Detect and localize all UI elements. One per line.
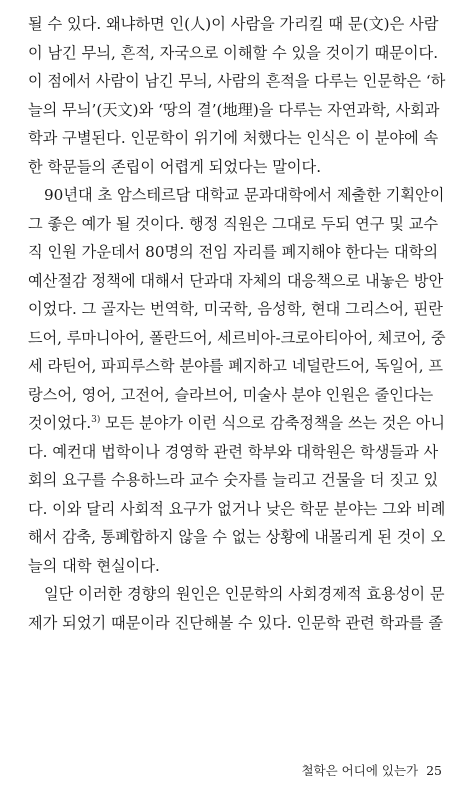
text-line: 이 남긴 무늬, 흔적, 자국으로 이해할 수 있을 것이기 때문이다. <box>28 43 439 62</box>
text-line: 드어, 루마니아어, 폴란드어, 세르비아-크로아티아어, 체코어, 중 <box>28 328 446 347</box>
text-line: 될 수 있다. 왜냐하면 인(人)이 사람을 가리킬 때 문(文)은 사람 <box>28 15 439 33</box>
text-line-with-footnote <box>28 409 446 438</box>
text-line: 학과 구별된다. 인문학이 위기에 처했다는 인식은 이 분야에 속 <box>28 129 439 147</box>
text-line: 그 좋은 예가 될 것이다. 행정 직원은 그대로 두되 연구 및 교수 <box>28 214 439 233</box>
line-start: 것이었다. <box>28 414 92 432</box>
paragraph-start-line: 일단 이러한 경향의 원인은 인문학의 사회경제적 효용성이 문 <box>44 585 445 603</box>
footnote-marker[interactable]: 3) <box>91 414 101 425</box>
line-rest: 모든 분야가 이런 식으로 감축정책을 쓰는 것은 아니 <box>100 414 445 432</box>
text-line: 한 학문들의 존립이 어렵게 되었다는 말이다. <box>28 157 322 176</box>
text-line: 예산절감 정책에 대해서 단과대 자체의 대응책으로 내놓은 방안 <box>28 271 444 290</box>
text-line: 세 라틴어, 파피루스학 분야를 폐지하고 네덜란드어, 독일어, 프 <box>28 357 444 375</box>
text-line: 랑스어, 영어, 고전어, 슬라브어, 미술사 분야 인원은 줄인다는 <box>28 385 434 404</box>
text-line: 다. 예컨대 법학이나 경영학 관련 학부와 대학원은 학생들과 사 <box>28 442 439 461</box>
running-footer <box>301 761 442 781</box>
text-line: 해서 감축, 통폐합하지 않을 수 없는 상황에 내몰리게 된 것이 오 <box>28 528 446 546</box>
book-title: 철학은 어디에 있는가 <box>301 763 419 778</box>
text-line: 늘의 대학 현실이다. <box>28 556 160 575</box>
page-number: 25 <box>426 763 442 778</box>
text-line: 다. 이와 달리 사회적 요구가 없거나 낮은 학문 분야는 그와 비례 <box>28 499 446 518</box>
text-line: 늘의 무늬’(天文)와 ‘땅의 결’(地理)을 다루는 자연과학, 사회과 <box>28 100 440 119</box>
body-text <box>28 10 446 637</box>
text-line: 제가 되었기 때문이라 진단해볼 수 있다. 인문학 관련 학과를 졸 <box>28 613 444 632</box>
text-line: 직 인원 가운데서 80명의 전임 자리를 폐지해야 한다는 대학의 <box>28 243 439 261</box>
text-line: 회의 요구를 수용하느라 교수 숫자를 늘리고 건물을 더 짓고 있 <box>28 471 439 489</box>
text-line: 이었다. 그 골자는 번역학, 미국학, 음성학, 현대 그리스어, 핀란 <box>28 300 443 318</box>
text-line: 이 점에서 사람이 남긴 무늬, 사람의 흔적을 다루는 인문학은 ‘하 <box>28 72 446 90</box>
paragraph-start-line: 90년대 초 암스테르담 대학교 문과대학에서 제출한 기획안이 <box>44 186 445 204</box>
